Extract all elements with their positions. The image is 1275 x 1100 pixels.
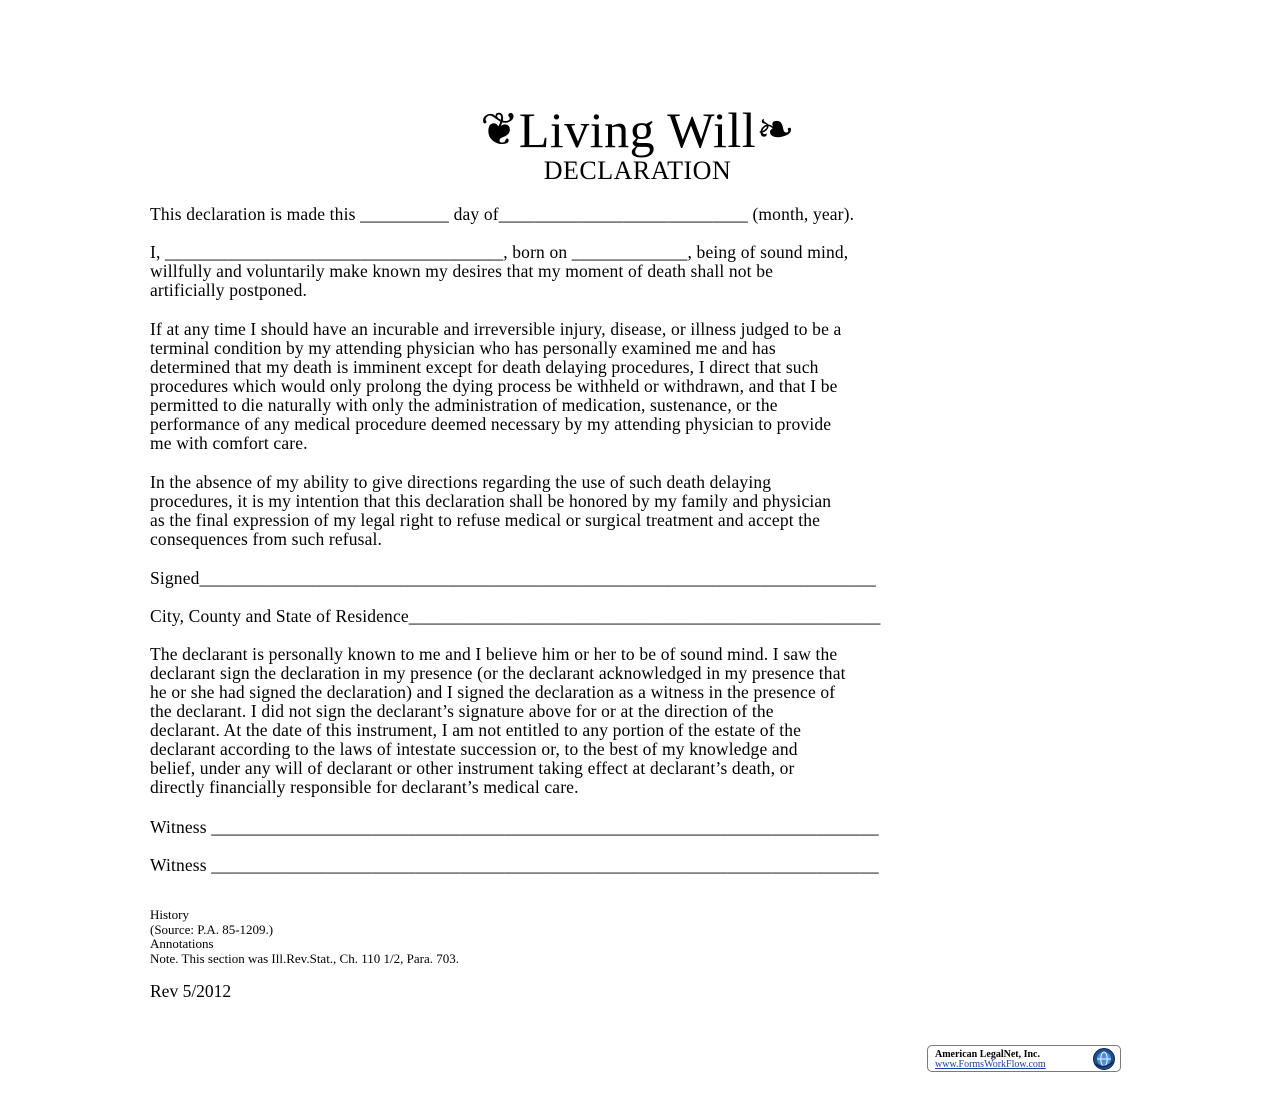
witness-line-2: Witness ___________________________________________________________________________ [150, 855, 879, 875]
residence-line: City, County and State of Residence_____________________________________________________ [150, 606, 881, 626]
fleuron-left-icon: ❦ [480, 104, 519, 155]
fleuron-right-icon: ❧ [756, 104, 795, 155]
declaration-date-line: This declaration is made this __________ day of____________________________ (month, year). [150, 204, 855, 224]
history-notes: History (Source: P.A. 85-1209.) Annotations Note. This section was Ill.Rev.Stat., Ch. 110 1/2, Para. 703. [150, 907, 459, 966]
document-subtitle: DECLARATION [543, 156, 732, 185]
publisher-link[interactable]: www.FormsWorkFlow.com [935, 1059, 1046, 1070]
directive-paragraph: If at any time I should have an incurable and irreversible injury, disease, or illness judged to be a terminal condition by my attending physician who has personally examined me and has determined that my death is imminent except for death delaying procedures, I direct that such procedures which would only prolong the dying process be withheld or withdrawn, and that I be permitted to die naturally with only the administration of medication, sustenance, or the performance of any medical procedure deemed necessary by my attending physician to provide me with comfort care. [150, 319, 842, 453]
witness-statement-paragraph: The declarant is personally known to me and I believe him or her to be of sound mind. I saw the declarant sign the declaration in my presence (or the declarant acknowledged in my presence that he or she had signed the declaration) and I signed the declaration as a witness in the presence of the declarant. I did not sign the declarant’s signature above for or at the direction of the declarant. At the date of this instrument, I am not entitled to any portion of the estate of the declarant according to the laws of intestate succession or, to the best of my knowledge and belief, under any will of declarant or other instrument taking effect at declarant’s death, or directly financially responsible for declarant’s medical care. [150, 644, 846, 797]
globe-icon [1092, 1047, 1116, 1071]
declarant-paragraph: I, ______________________________________, born on _____________, being of sound mind, willfully and voluntarily make known my desires that my moment of death shall not be artificially postponed. [150, 242, 849, 300]
intention-paragraph: In the absence of my ability to give directions regarding the use of such death delaying procedures, it is my intention that this declaration shall be honored by my family and physician as the final expression of my legal right to refuse medical or surgical treatment and accept the consequences from such refusal. [150, 472, 832, 549]
signature-line: Signed____________________________________________________________________________ [150, 568, 876, 588]
revision-label: Rev 5/2012 [150, 981, 232, 1001]
publisher-name: American LegalNet, Inc. [935, 1049, 1040, 1060]
document-title [0, 100, 1275, 160]
title-text: Living Will [518, 102, 757, 158]
publisher-badge[interactable] [927, 1045, 1121, 1072]
witness-line-1: Witness ___________________________________________________________________________ [150, 817, 879, 837]
